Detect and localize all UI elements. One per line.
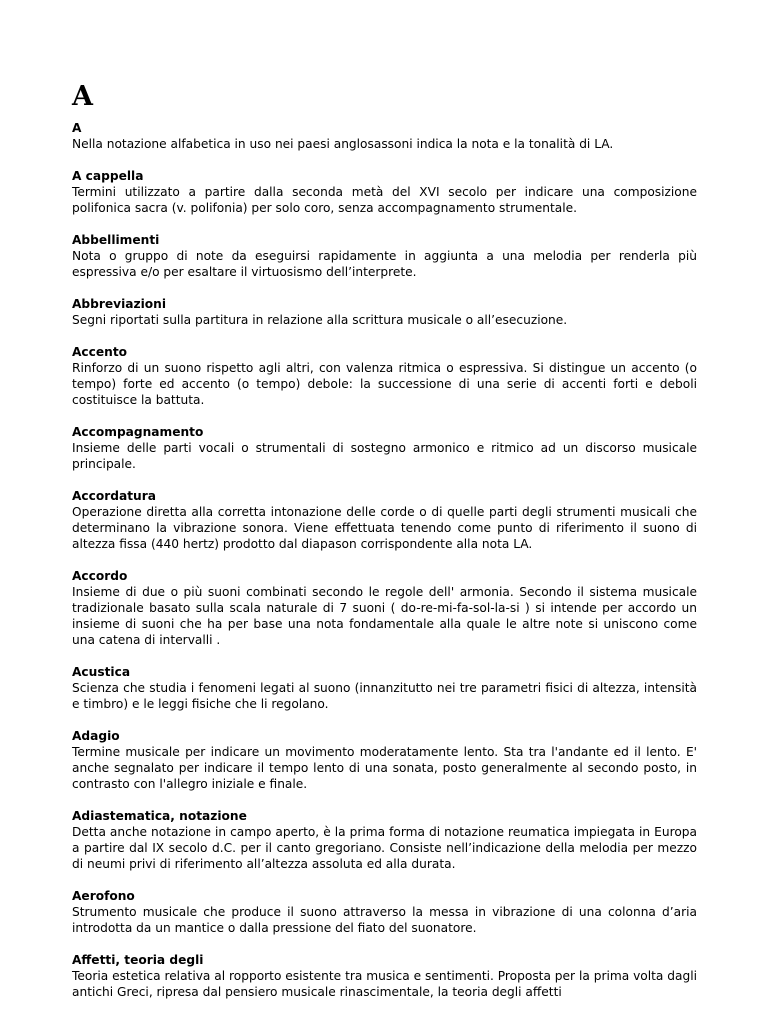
entry-term: Accento: [72, 345, 128, 359]
glossary-entry: [72, 568, 697, 648]
entry-term: Acustica: [72, 665, 131, 679]
glossary-entry: [72, 168, 697, 216]
entry-definition: Termine musicale per indicare un movimento moderatamente lento. Sta tra l'andante ed il lento. E' anche segnalato per indicare il tempo lento di una sonata, posto generalmente al secondo posto, in contrasto con l'allegro iniziale e finale.: [72, 745, 697, 791]
entry-term: A: [72, 121, 82, 135]
glossary-entry: [72, 232, 697, 280]
entry-definition: Termini utilizzato a partire dalla seconda metà del XVI secolo per indicare una composizione polifonica sacra (v. polifonia) per solo coro, senza accompagnamento strumentale.: [72, 185, 697, 215]
glossary-entry: [72, 424, 697, 472]
entry-definition: Teoria estetica relativa al ropporto esistente tra musica e sentimenti. Proposta per la prima volta dagli antichi Greci, ripresa dal pensiero musicale rinascimentale, la teoria degli affetti: [72, 969, 697, 999]
entry-definition: Detta anche notazione in campo aperto, è la prima forma di notazione reumatica impiegata in Europa a partire dal IX secolo d.C. per il canto gregoriano. Consiste nell’indicazione della melodia per mezzo di neumi privi di riferimento all’altezza assoluta ed alla durata.: [72, 825, 697, 871]
entry-definition: Strumento musicale che produce il suono attraverso la messa in vibrazione di una colonna d’aria introdotta da un mantice o dalla pressione del fiato del suonatore.: [72, 905, 697, 935]
section-letter-heading: A: [72, 81, 94, 112]
entry-definition: Insieme di due o più suoni combinati secondo le regole dell' armonia. Secondo il sistema musicale tradizionale basato sulla scala naturale di 7 suoni ( do-re-mi-fa-sol-la-si ) si intende per accordo un insieme di suoni che ha per base una nota fondamentale alla quale le altre note si uniscono come una catena di intervalli .: [72, 585, 697, 647]
entry-term: A cappella: [72, 169, 144, 183]
glossary-entry: [72, 888, 697, 936]
glossary-entry: [72, 120, 697, 152]
glossary-entry: [72, 296, 697, 328]
entry-term: Abbreviazioni: [72, 297, 167, 311]
entry-term: Accordo: [72, 569, 128, 583]
glossary-entry: [72, 344, 697, 408]
entry-term: Adiastematica, notazione: [72, 809, 247, 823]
glossary-entry: [72, 664, 697, 712]
entry-definition: Insieme delle parti vocali o strumentali di sostegno armonico e ritmico ad un discorso musicale principale.: [72, 441, 697, 471]
glossary-entry: [72, 952, 697, 1000]
entry-definition: Nella notazione alfabetica in uso nei paesi anglosassoni indica la nota e la tonalità di LA.: [72, 137, 614, 151]
entry-term: Aerofono: [72, 889, 135, 903]
entry-term: Affetti, teoria degli: [72, 953, 204, 967]
entry-term: Abbellimenti: [72, 233, 160, 247]
entry-definition: Scienza che studia i fenomeni legati al suono (innanzitutto nei tre parametri fisici di altezza, intensità e timbro) e le leggi fisiche che li regolano.: [72, 681, 697, 711]
glossary-entry: [72, 488, 697, 552]
entry-definition: Segni riportati sulla partitura in relazione alla scrittura musicale o all’esecuzione.: [72, 313, 568, 327]
document-page: [72, 82, 697, 1016]
entry-definition: Operazione diretta alla corretta intonazione delle corde o di quelle parti degli strumenti musicali che determinano la vibrazione sonora. Viene effettuata tenendo come punto di riferimento il suono di altezza fissa (440 hertz) prodotto dal diapason corrispondente alla nota LA.: [72, 505, 697, 551]
glossary-entry: [72, 728, 697, 792]
entry-term: Adagio: [72, 729, 120, 743]
entry-definition: Rinforzo di un suono rispetto agli altri, con valenza ritmica o espressiva. Si distingue un accento (o tempo) forte ed accento (o tempo) debole: la successione di una serie di accenti forti e deboli costituisce la battuta.: [72, 361, 697, 407]
glossary-entry: [72, 808, 697, 872]
entry-definition: Nota o gruppo di note da eseguirsi rapidamente in aggiunta a una melodia per renderla più espressiva e/o per esaltare il virtuosismo dell’interprete.: [72, 249, 697, 279]
entry-term: Accompagnamento: [72, 425, 204, 439]
entry-term: Accordatura: [72, 489, 156, 503]
